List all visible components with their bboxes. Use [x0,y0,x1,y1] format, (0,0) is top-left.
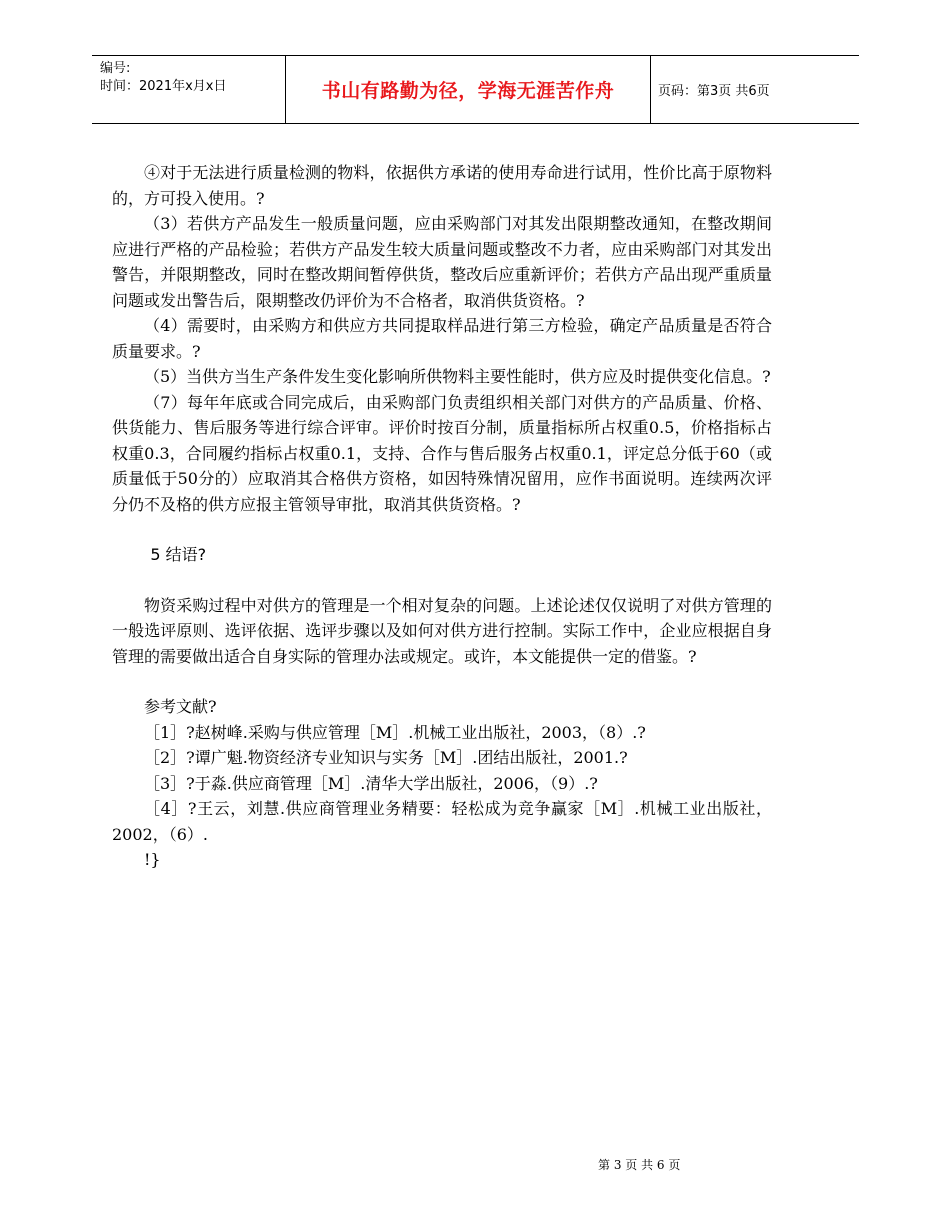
trailing-marks: !} [144,850,161,869]
body-paragraph: （3）若供方产品发生一般质量问题，应由采购部门对其发出限期整改通知，在整改期间应进行严格的产品检验；若供方产品发生较大质量问题或整改不力者，应由采购部门对其发出警告，并限期整改，同时在整改期间暂停供货，整改后应重新评价；若供方产品出现严重质量问题或发出警告后，限期整改仍评价为不合格者，取消供货资格。? [112,214,772,310]
document-number-label: 编号: [100,61,131,76]
body-paragraph: （4）需要时，由采购方和供应方共同提取样品进行第三方检验，确定产品质量是否符合质量要求。? [112,316,772,361]
reference-item: ［3］?于淼.供应商管理［M］.清华大学出版社，2006，（9）.? [144,773,598,793]
section-heading: 5 结语? [150,545,207,564]
body-paragraph: （7）每年年底或合同完成后，由采购部门负责组织相关部门对供方的产品质量、价格、供货能力、售后服务等进行综合评审。评价时按百分制，质量指标所占权重0.5，价格指标占权重0.3，合同履约指标占权重0.1，支持、合作与售后服务占权重0.1，评定总分低于60（或质量低于50分的）应取消其合格供方资格，如因特殊情况留用，应作书面说明。连续两次评分仍不及格的供方应报主管领导审批，取消其供货资格。? [112,392,772,514]
body-paragraph: （5）当供方当生产条件发生变化影响所供物料主要性能时，供方应及时提供变化信息。? [144,367,771,386]
reference-item: ［2］?谭广魁.物资经济专业知识与实务［M］.团结出版社，2001.? [144,748,628,767]
header-page-info: 页码：第3页 共6页 [658,84,770,99]
page-header [92,55,859,124]
reference-item: ［4］?王云，刘慧.供应商管理业务精要：轻松成为竞争赢家［M］.机械工业出版社，2002，（6）. [112,799,772,844]
document-body [112,160,772,873]
body-paragraph: ④对于无法进行质量检测的物料，依据供方承诺的使用寿命进行试用，性价比高于原物料的，方可投入使用。? [112,163,772,208]
page-footer: 第 3 页 共 6 页 [598,1158,681,1172]
header-meta [100,60,290,96]
document-time-label: 时间：2021年x月x日 [100,79,227,94]
header-motto: 书山有路勤为径，学海无涯苦作舟 [285,56,651,123]
reference-item: ［1］?赵树峰.采购与供应管理［M］.机械工业出版社，2003，（8）.? [144,722,646,742]
references-title: 参考文献? [144,697,217,716]
conclusion-paragraph: 物资采购过程中对供方的管理是一个相对复杂的问题。上述论述仅仅说明了对供方管理的一般选评原则、选评依据、选评步骤以及如何对供方进行控制。实际工作中，企业应根据自身管理的需要做出适合自身实际的管理办法或规定。或许，本文能提供一定的借鉴。? [112,595,772,666]
